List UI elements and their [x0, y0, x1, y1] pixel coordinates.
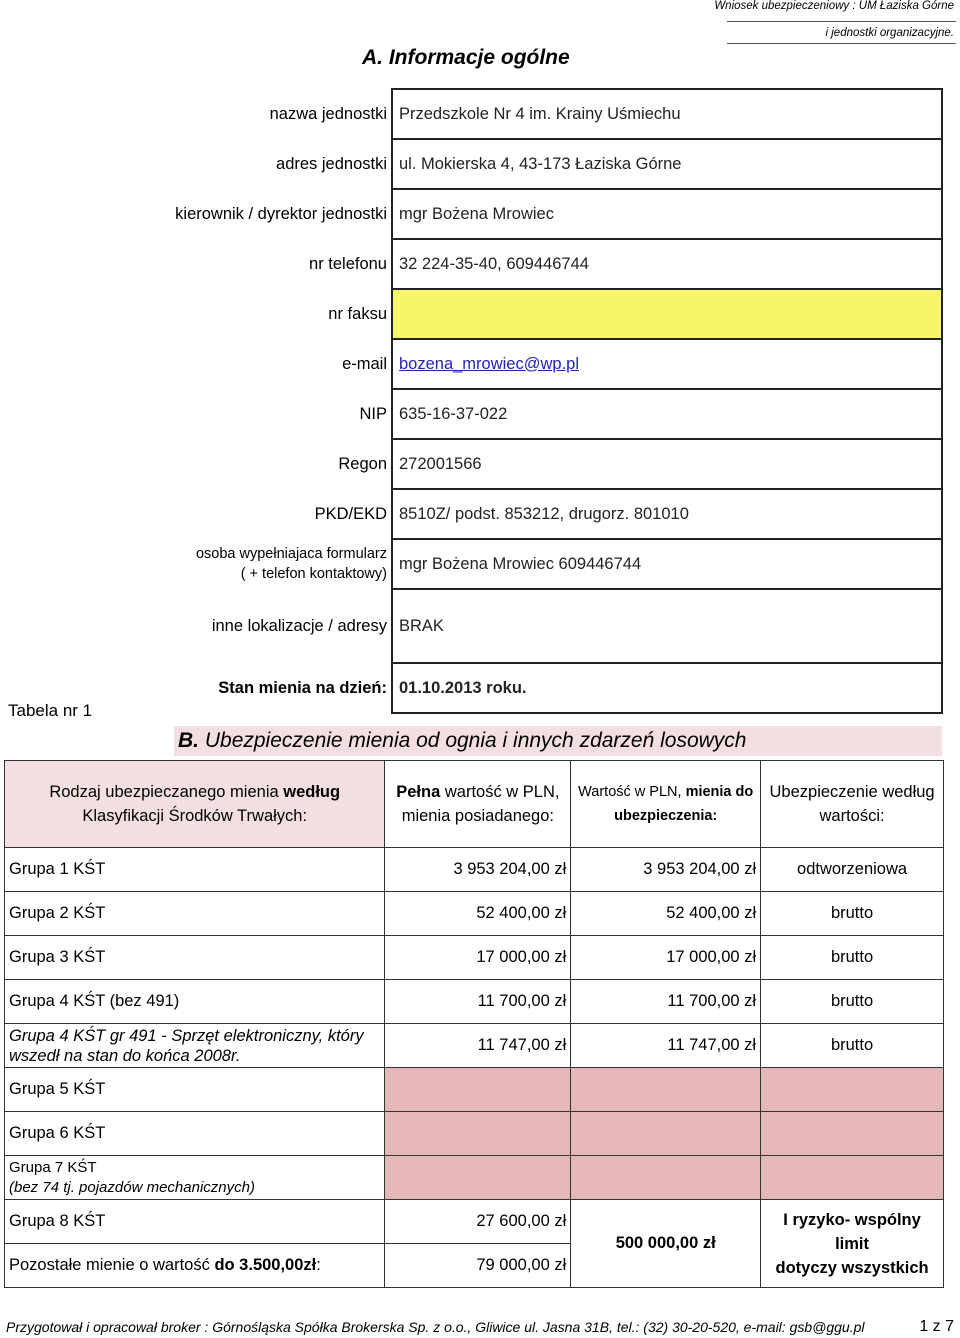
- row-insured-value[interactable]: 11 700,00 zł: [571, 980, 761, 1024]
- info-label: e-mail: [342, 354, 387, 373]
- info-row: [5, 539, 942, 589]
- row-name: Grupa 6 KŚT: [5, 1112, 385, 1156]
- info-value[interactable]: mgr Bożena Mrowiec 609446744: [392, 539, 942, 589]
- row-basis[interactable]: brutto: [761, 892, 944, 936]
- info-row: [5, 439, 942, 489]
- row-name-part: Pozostałe mienie o wartość: [9, 1256, 215, 1274]
- header-basis: [761, 761, 944, 848]
- row-name-part: do 3.500,00zł: [214, 1256, 317, 1274]
- table-row: [5, 1024, 944, 1068]
- header-divider: [727, 43, 956, 44]
- info-value[interactable]: Przedszkole Nr 4 im. Krainy Uśmiechu: [392, 89, 942, 139]
- row-basis[interactable]: brutto: [761, 936, 944, 980]
- info-value[interactable]: BRAK: [392, 589, 942, 663]
- header-text: mienia do ubezpieczenia:: [614, 784, 754, 824]
- row-full-value[interactable]: 17 000,00 zł: [385, 936, 571, 980]
- row-name: [5, 1244, 385, 1288]
- property-table: [4, 760, 944, 1288]
- table-header-row: [5, 761, 944, 848]
- row-full-value[interactable]: [385, 1112, 571, 1156]
- table-row: [5, 892, 944, 936]
- info-value[interactable]: 01.10.2013 roku.: [392, 663, 942, 713]
- page-number: 1 z 7: [919, 1318, 954, 1335]
- info-row: [5, 589, 942, 663]
- row-basis[interactable]: [761, 1068, 944, 1112]
- header-text: Wartość w PLN,: [578, 784, 686, 800]
- row-full-value[interactable]: 11 700,00 zł: [385, 980, 571, 1024]
- row-insured-value[interactable]: [571, 1112, 761, 1156]
- info-label: nr faksu: [328, 304, 387, 323]
- header-property-type: [5, 761, 385, 848]
- shared-basis-line: dotyczy wszystkich: [775, 1258, 929, 1277]
- info-row: [5, 89, 942, 139]
- header-text: wartość w PLN,: [440, 783, 560, 801]
- email-value[interactable]: [392, 339, 942, 389]
- row-insured-value[interactable]: [571, 1156, 761, 1200]
- table-row: [5, 936, 944, 980]
- row-full-value[interactable]: 27 600,00 zł: [385, 1200, 571, 1244]
- row-name: [5, 1156, 385, 1200]
- row-name-line: (bez 74 tj. pojazdów mechanicznych): [9, 1178, 255, 1196]
- info-row: [5, 339, 942, 389]
- info-label: nazwa jednostki: [269, 104, 387, 123]
- row-insured-value[interactable]: 17 000,00 zł: [571, 936, 761, 980]
- header-title: Wniosek ubezpieczeniowy : UM Łaziska Górne: [714, 0, 954, 12]
- table-row: [5, 980, 944, 1024]
- info-row: [5, 189, 942, 239]
- header-text: Rodzaj ubezpieczanego mienia: [49, 783, 284, 801]
- header-text: Pełna: [396, 783, 441, 801]
- table-row: [5, 1068, 944, 1112]
- row-name-line: wszedł na stan do końca 2008r.: [9, 1046, 241, 1065]
- row-name-line: Grupa 4 KŚT gr 491 - Sprzęt elektroniczny, który: [9, 1026, 364, 1045]
- info-label: Stan mienia na dzień:: [218, 678, 387, 697]
- header-insured-value: [571, 761, 761, 848]
- row-name: Grupa 1 KŚT: [5, 848, 385, 892]
- row-full-value[interactable]: 79 000,00 zł: [385, 1244, 571, 1288]
- email-link[interactable]: bozena_mrowiec@wp.pl: [399, 354, 580, 373]
- header-text: Ubezpieczenie według: [769, 783, 935, 801]
- info-value[interactable]: ul. Mokierska 4, 43-173 Łaziska Górne: [392, 139, 942, 189]
- row-name-part: :: [316, 1256, 321, 1274]
- fax-value[interactable]: [392, 289, 942, 339]
- row-name: Grupa 5 KŚT: [5, 1068, 385, 1112]
- info-label: PKD/EKD: [314, 504, 387, 523]
- table-row: [5, 1156, 944, 1200]
- row-basis[interactable]: [761, 1156, 944, 1200]
- info-label: inne lokalizacje / adresy: [211, 616, 387, 635]
- table-row: [5, 1112, 944, 1156]
- section-a-title: A. Informacje ogólne: [362, 46, 570, 69]
- row-full-value[interactable]: 3 953 204,00 zł: [385, 848, 571, 892]
- footer-text: Przygotował i opracował broker : Górnośląska Spółka Brokerska Sp. z o.o., Gliwice ul. Jasna 31B, tel.: (32) 30-20-520, e-mail: gsb@ggu.pl: [6, 1319, 865, 1335]
- row-basis[interactable]: brutto: [761, 980, 944, 1024]
- info-value[interactable]: 635-16-37-022: [392, 389, 942, 439]
- info-value[interactable]: 32 224-35-40, 609446744: [392, 239, 942, 289]
- row-name: Grupa 3 KŚT: [5, 936, 385, 980]
- row-basis[interactable]: odtworzeniowa: [761, 848, 944, 892]
- shared-basis[interactable]: [761, 1200, 944, 1288]
- header-subtitle: i jednostki organizacyjne.: [825, 27, 954, 39]
- info-label-line: osoba wypełniajaca formularz: [195, 546, 387, 562]
- header-divider: [727, 21, 956, 22]
- section-b-title: [174, 726, 942, 756]
- section-b-prefix: B.: [178, 729, 199, 752]
- row-basis[interactable]: brutto: [761, 1024, 944, 1068]
- info-label: nr telefonu: [309, 254, 387, 273]
- info-row: [5, 289, 942, 339]
- row-full-value[interactable]: 11 747,00 zł: [385, 1024, 571, 1068]
- info-row: [5, 489, 942, 539]
- header-full-value: [385, 761, 571, 848]
- row-full-value[interactable]: [385, 1156, 571, 1200]
- table-label: Tabela nr 1: [8, 701, 93, 720]
- shared-insured-value[interactable]: 500 000,00 zł: [571, 1200, 761, 1288]
- row-name: Grupa 8 KŚT: [5, 1200, 385, 1244]
- header-text: Klasyfikacji Środków Trwałych:: [82, 807, 308, 825]
- row-name: Grupa 4 KŚT (bez 491): [5, 980, 385, 1024]
- info-value[interactable]: 272001566: [392, 439, 942, 489]
- info-label: Regon: [338, 454, 387, 473]
- row-insured-value[interactable]: [571, 1068, 761, 1112]
- header-text: mienia posiadanego:: [401, 807, 554, 825]
- info-value[interactable]: mgr Bożena Mrowiec: [392, 189, 942, 239]
- info-row: [5, 239, 942, 289]
- info-label: kierownik / dyrektor jednostki: [175, 204, 387, 223]
- header-text: wartości:: [819, 807, 885, 825]
- table-row: [5, 1200, 944, 1244]
- row-full-value[interactable]: [385, 1068, 571, 1112]
- row-name-line: Grupa 7 KŚT: [9, 1158, 97, 1176]
- general-info-table: [5, 88, 943, 714]
- section-b-text: Ubezpieczenie mienia od ognia i innych zdarzeń losowych: [204, 729, 747, 752]
- info-label: NIP: [359, 404, 387, 423]
- row-insured-value[interactable]: 52 400,00 zł: [571, 892, 761, 936]
- info-row: [5, 663, 942, 713]
- row-insured-value[interactable]: 3 953 204,00 zł: [571, 848, 761, 892]
- row-basis[interactable]: [761, 1112, 944, 1156]
- info-row: [5, 389, 942, 439]
- header-text: według: [283, 783, 341, 801]
- shared-basis-line: I ryzyko- wspólny limit: [783, 1210, 921, 1253]
- info-label: [5, 539, 392, 589]
- row-name: Grupa 2 KŚT: [5, 892, 385, 936]
- info-label: adres jednostki: [276, 154, 387, 173]
- table-row: [5, 848, 944, 892]
- row-name: [5, 1024, 385, 1068]
- row-insured-value[interactable]: 11 747,00 zł: [571, 1024, 761, 1068]
- info-value[interactable]: 8510Z/ podst. 853212, drugorz. 801010: [392, 489, 942, 539]
- row-full-value[interactable]: 52 400,00 zł: [385, 892, 571, 936]
- info-row: [5, 139, 942, 189]
- info-label-line: ( + telefon kontaktowy): [240, 566, 387, 582]
